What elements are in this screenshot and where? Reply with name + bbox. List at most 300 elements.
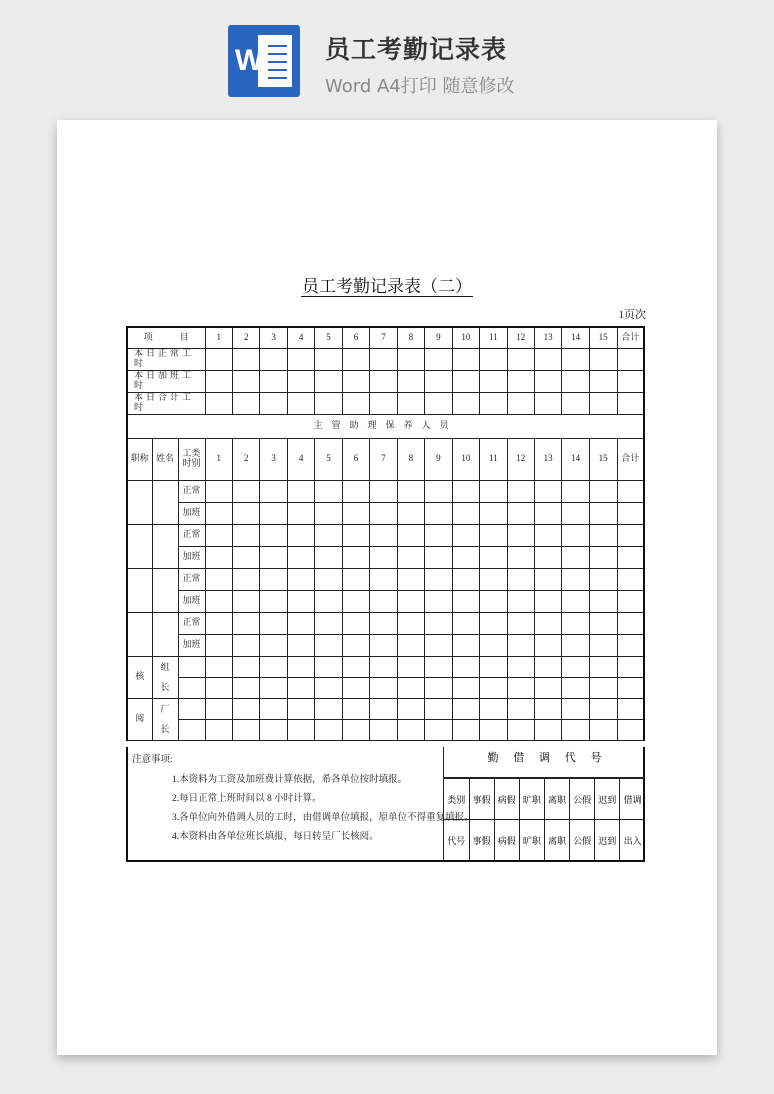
leave-code-cell: 公假 [570,820,595,860]
table-row [127,612,644,634]
day-cell [397,524,424,546]
day-cell [260,656,287,677]
day-cell [315,698,342,719]
position-cell [127,480,152,524]
regular-label: 正常 [178,568,205,590]
day-cell [480,524,507,546]
signature-cell [178,719,205,740]
day-cell [452,546,479,568]
day-cell [534,348,561,370]
day-cell [534,524,561,546]
day-cell [205,656,232,677]
day-header: 9 [425,327,452,348]
table-row [127,414,644,438]
leave-code-cell: 事假 [469,820,494,860]
leave-code-row [444,820,645,860]
day-cell [562,370,589,392]
day-cell [287,370,314,392]
leave-code-cell: 事假 [469,779,494,820]
day-cell [205,634,232,656]
day-cell [507,392,534,414]
day-cell [315,612,342,634]
overtime-label: 加班 [178,546,205,568]
day-cell [260,502,287,524]
name-cell [152,480,178,524]
signer-label-top: 厂 [160,704,170,714]
position-cell [127,568,152,612]
day-cell [562,656,589,677]
day-cell [342,719,369,740]
day-cell [205,370,232,392]
day-cell [589,502,617,524]
day-cell [287,546,314,568]
day-cell [370,480,397,502]
day-cell [397,502,424,524]
day-header: 5 [315,438,342,480]
table-row [127,480,644,502]
total-header: 合计 [617,438,644,480]
signature-cell [178,677,205,698]
total-cell [617,612,644,634]
day-cell [205,677,232,698]
day-cell [342,502,369,524]
day-header: 10 [452,438,479,480]
day-cell [589,524,617,546]
day-cell [287,502,314,524]
day-cell [342,656,369,677]
day-cell [232,524,259,546]
day-cell [534,370,561,392]
day-cell [232,502,259,524]
day-cell [589,677,617,698]
leave-codes-section [444,747,645,860]
day-cell [260,524,287,546]
day-cell [534,392,561,414]
hours-row-label: 本日合计工时 [127,392,205,414]
template-subtitle: Word A4打印 随意修改 [325,76,515,97]
total-cell [617,480,644,502]
day-cell [232,546,259,568]
day-cell [507,677,534,698]
day-cell [260,348,287,370]
day-cell [342,612,369,634]
day-cell [287,524,314,546]
total-cell [617,590,644,612]
day-cell [397,348,424,370]
type-header [178,438,205,480]
name-header: 姓名 [152,438,178,480]
day-cell [342,634,369,656]
signature-cell [178,656,205,677]
total-cell [617,546,644,568]
day-cell [260,370,287,392]
day-cell [315,392,342,414]
day-cell [589,656,617,677]
day-cell [452,568,479,590]
day-cell [425,348,452,370]
day-cell [287,677,314,698]
day-cell [507,568,534,590]
day-header: 9 [425,438,452,480]
position-cell [127,524,152,568]
day-header: 7 [370,327,397,348]
day-cell [370,612,397,634]
day-cell [397,546,424,568]
leave-code-row [444,779,645,820]
day-cell [452,502,479,524]
day-cell [589,612,617,634]
day-cell [260,719,287,740]
day-header: 14 [562,327,589,348]
leave-code-cell: 迟到 [595,779,620,820]
day-cell [425,612,452,634]
leave-code-cell: 出入 [620,820,645,860]
total-header: 合计 [617,327,644,348]
name-cell [152,524,178,568]
section-title: 主管助理保养人员 [127,414,644,438]
day-cell [452,348,479,370]
total-cell [617,502,644,524]
template-title: 员工考勤记录表 [325,35,508,64]
table-row [127,719,644,740]
day-cell [370,656,397,677]
download-header [0,0,774,110]
day-cell [562,634,589,656]
day-cell [260,677,287,698]
day-cell [397,677,424,698]
day-cell [315,370,342,392]
day-cell [589,370,617,392]
day-cell [534,698,561,719]
day-cell [452,656,479,677]
day-cell [370,590,397,612]
day-cell [507,546,534,568]
day-header: 12 [507,438,534,480]
signer-label [152,698,178,740]
day-cell [480,546,507,568]
day-cell [507,612,534,634]
table-row [127,698,644,719]
signer-label [152,656,178,698]
day-cell [315,524,342,546]
day-cell [480,656,507,677]
day-cell [260,546,287,568]
day-cell [260,612,287,634]
day-cell [480,590,507,612]
day-cell [425,656,452,677]
day-cell [287,568,314,590]
review-label: 阅 [127,698,152,740]
note-line: 1.本资料为工资及加班费计算依据，希各单位按时填报。 [172,775,408,785]
day-cell [397,370,424,392]
table-row [127,634,644,656]
total-cell [617,719,644,740]
document-page [57,120,717,1055]
day-header: 4 [287,327,314,348]
day-cell [480,370,507,392]
day-cell [480,348,507,370]
total-cell [617,348,644,370]
table-row [127,656,644,677]
day-cell [480,634,507,656]
day-cell [315,480,342,502]
day-header: 14 [562,438,589,480]
day-cell [562,392,589,414]
table-row [127,590,644,612]
day-cell [425,502,452,524]
day-cell [562,568,589,590]
signature-cell [178,698,205,719]
day-cell [480,677,507,698]
leave-code-cell: 旷职 [519,779,544,820]
day-cell [507,698,534,719]
day-cell [562,677,589,698]
day-cell [232,480,259,502]
day-cell [589,480,617,502]
day-cell [342,524,369,546]
table-row [127,348,644,370]
day-cell [205,719,232,740]
day-cell [342,370,369,392]
signer-label-top: 组 [160,662,170,672]
day-header: 10 [452,327,479,348]
day-cell [370,348,397,370]
day-cell [507,656,534,677]
day-cell [315,348,342,370]
notes-and-codes [126,747,645,862]
day-cell [562,546,589,568]
day-header: 2 [232,438,259,480]
table-row [127,327,644,348]
day-cell [342,546,369,568]
leave-code-cell: 借调 [620,779,645,820]
leave-code-cell: 迟到 [595,820,620,860]
day-cell [370,568,397,590]
day-header: 8 [397,438,424,480]
day-cell [232,392,259,414]
day-cell [562,590,589,612]
day-cell [452,392,479,414]
day-cell [232,656,259,677]
day-cell [452,719,479,740]
day-cell [452,590,479,612]
day-cell [287,348,314,370]
total-cell [617,568,644,590]
day-cell [315,634,342,656]
day-cell [397,392,424,414]
day-cell [480,480,507,502]
day-cell [507,719,534,740]
day-cell [315,590,342,612]
notes-heading: 注意事项: [132,755,173,765]
day-cell [452,698,479,719]
day-cell [589,546,617,568]
day-cell [534,568,561,590]
day-cell [315,568,342,590]
day-cell [205,590,232,612]
day-cell [287,480,314,502]
leave-code-cell: 离职 [545,820,570,860]
day-cell [425,568,452,590]
total-cell [617,370,644,392]
day-cell [287,698,314,719]
day-cell [534,634,561,656]
day-cell [287,612,314,634]
day-cell [205,392,232,414]
type-header-bottom: 时别 [182,458,201,468]
day-header: 11 [480,438,507,480]
day-cell [452,612,479,634]
day-cell [315,677,342,698]
day-cell [425,719,452,740]
day-cell [534,480,561,502]
day-cell [342,348,369,370]
day-cell [589,348,617,370]
item-header: 项 目 [127,327,205,348]
day-cell [452,480,479,502]
day-cell [315,502,342,524]
day-cell [397,698,424,719]
day-cell [534,677,561,698]
day-cell [534,502,561,524]
day-cell [397,656,424,677]
day-cell [562,612,589,634]
day-cell [480,392,507,414]
day-header: 8 [397,327,424,348]
day-cell [480,568,507,590]
day-cell [452,677,479,698]
day-header: 1 [205,438,232,480]
position-header: 职称 [127,438,152,480]
note-line: 3.各单位向外借调人员的工时，由借调单位填报，原单位不得重复填报。 [172,813,474,823]
day-cell [260,634,287,656]
day-cell [562,502,589,524]
day-cell [397,590,424,612]
day-cell [315,656,342,677]
day-cell [342,677,369,698]
signer-label-bottom: 长 [160,724,170,734]
day-cell [425,634,452,656]
total-cell [617,677,644,698]
day-cell [205,502,232,524]
leave-code-cell: 旷职 [519,820,544,860]
position-cell [127,612,152,656]
attendance-table [126,326,645,741]
day-cell [534,656,561,677]
total-cell [617,698,644,719]
day-cell [342,392,369,414]
leave-code-cell: 病假 [494,820,519,860]
table-row [127,370,644,392]
day-cell [260,480,287,502]
overtime-label: 加班 [178,590,205,612]
day-cell [205,612,232,634]
review-label: 核 [127,656,152,698]
day-cell [480,612,507,634]
day-header: 4 [287,438,314,480]
day-cell [589,719,617,740]
leave-code-cell: 代号 [444,820,469,860]
day-cell [452,634,479,656]
day-cell [397,719,424,740]
day-cell [589,568,617,590]
day-cell [205,524,232,546]
day-header: 11 [480,327,507,348]
day-cell [370,698,397,719]
day-cell [480,698,507,719]
day-cell [342,480,369,502]
day-cell [232,590,259,612]
day-cell [562,480,589,502]
total-cell [617,392,644,414]
day-cell [589,698,617,719]
day-cell [232,677,259,698]
day-cell [205,546,232,568]
day-cell [507,634,534,656]
day-cell [534,612,561,634]
day-cell [232,719,259,740]
day-cell [425,698,452,719]
day-cell [287,656,314,677]
table-row [127,546,644,568]
day-cell [370,677,397,698]
day-cell [452,524,479,546]
day-cell [205,348,232,370]
day-cell [232,698,259,719]
day-cell [205,480,232,502]
leave-codes-title: 勤 借 调 代 号 [444,747,645,778]
day-cell [232,634,259,656]
day-cell [260,392,287,414]
table-row [127,438,644,480]
overtime-label: 加班 [178,502,205,524]
day-cell [589,590,617,612]
day-cell [260,590,287,612]
table-row [127,677,644,698]
name-cell [152,568,178,612]
day-cell [562,698,589,719]
leave-code-cell: 类别 [444,779,469,820]
signer-label-bottom: 长 [160,682,170,692]
day-cell [534,546,561,568]
day-cell [507,370,534,392]
total-cell [617,634,644,656]
day-cell [370,719,397,740]
leave-code-cell: 离职 [545,779,570,820]
day-cell [232,612,259,634]
day-cell [370,502,397,524]
day-cell [287,590,314,612]
day-cell [232,348,259,370]
day-header: 3 [260,438,287,480]
day-cell [425,524,452,546]
day-cell [370,392,397,414]
total-cell [617,656,644,677]
day-cell [342,590,369,612]
day-cell [452,370,479,392]
day-cell [287,719,314,740]
day-cell [589,392,617,414]
day-cell [260,698,287,719]
table-row [127,524,644,546]
regular-label: 正常 [178,612,205,634]
day-cell [507,480,534,502]
day-cell [562,348,589,370]
name-cell [152,612,178,656]
table-row [127,502,644,524]
total-cell [617,524,644,546]
leave-code-cell: 病假 [494,779,519,820]
